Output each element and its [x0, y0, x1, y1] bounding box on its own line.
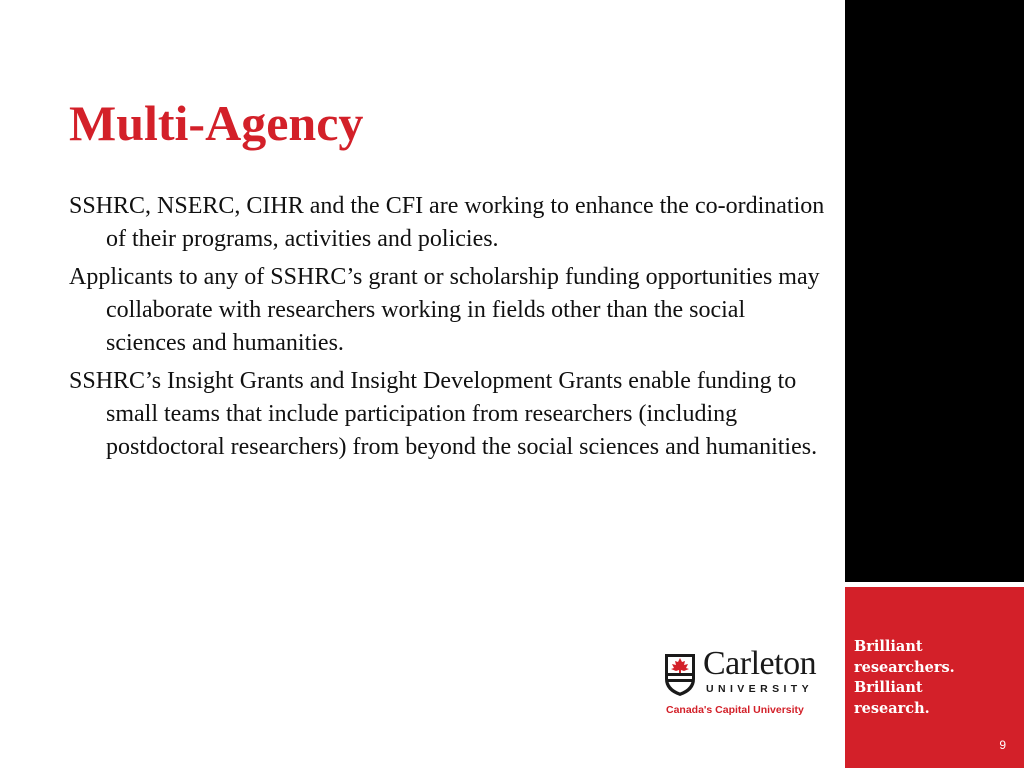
tagline-line: Brilliant: [854, 638, 923, 655]
slide-body: [69, 190, 829, 469]
maple-leaf-shield-icon: [664, 653, 696, 697]
logo-slogan: Canada's Capital University: [666, 704, 804, 716]
tagline: [854, 637, 1019, 719]
body-paragraph: SSHRC, NSERC, CIHR and the CFI are working to enhance the co-ordination of their programs, activities and policies.: [69, 193, 825, 252]
body-paragraph: SSHRC’s Insight Grants and Insight Development Grants enable funding to small teams that include participation from researchers (including postdoctoral researchers) from beyond the social sciences and humanities.: [69, 368, 818, 460]
sidebar-black-panel: [845, 0, 1024, 582]
logo-university: UNIVERSITY: [706, 683, 814, 695]
tagline-line: research.: [854, 699, 930, 717]
body-paragraph: Applicants to any of SSHRC’s grant or scholarship funding opportunities may collaborate with researchers working in fields other than the social sciences and humanities.: [69, 264, 820, 356]
logo-wordmark: Carleton: [703, 645, 817, 682]
carleton-logo: [664, 645, 829, 719]
slide-title: Multi-Agency: [69, 95, 364, 151]
page-number: 9: [999, 738, 1006, 752]
tagline-line: researchers.: [854, 658, 955, 676]
tagline-line: Brilliant: [854, 679, 923, 696]
